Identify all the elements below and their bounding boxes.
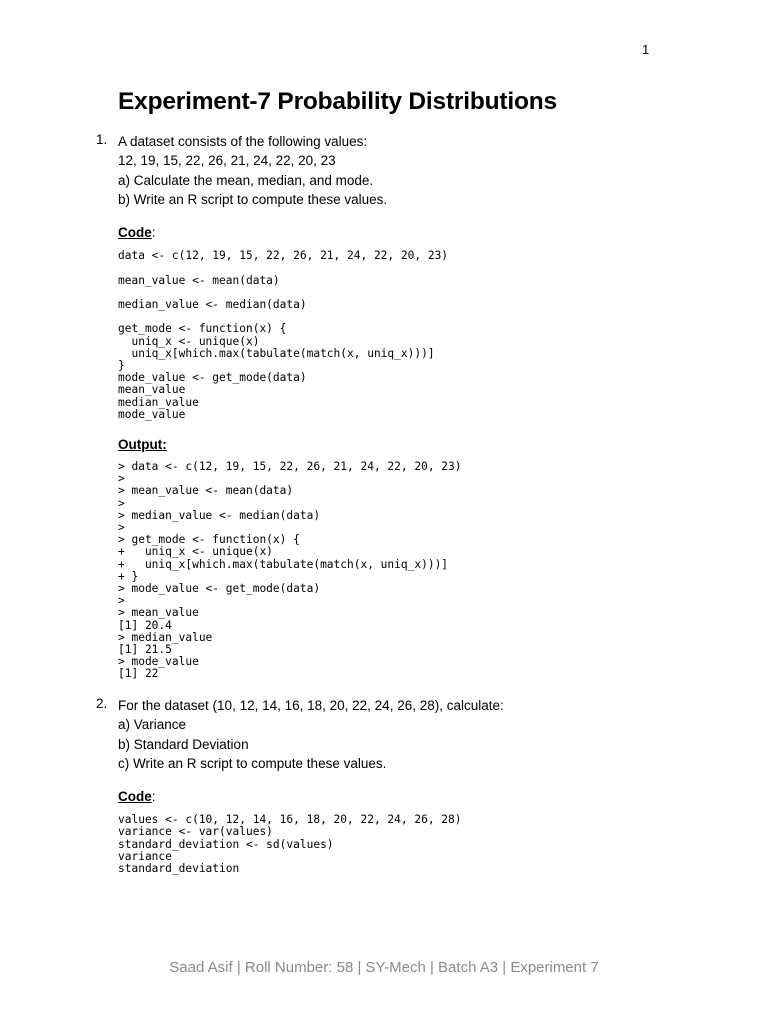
question-text: A dataset consists of the following values: <box>118 134 368 149</box>
output-label: Output: <box>118 437 167 453</box>
code-heading <box>118 788 678 806</box>
code-label: Code <box>118 225 152 241</box>
dataset-values: 12, 19, 15, 22, 26, 21, 24, 22, 20, 23 <box>118 153 336 169</box>
code-block: values <- c(10, 12, 14, 16, 18, 20, 22, 24, 26, 28) variance <- var(values) standard_deviation <- sd(values) variance standard_deviation <box>118 813 462 875</box>
code-label-colon: : <box>151 225 156 241</box>
code-label: Code <box>118 789 152 805</box>
code-block: data <- c(12, 19, 15, 22, 26, 21, 24, 22, 20, 23) mean_value <- mean(data) median_value <- median(data) get_mode <- function(x) { uniq_x <- unique(x) uniq_x[which.max(tabulate(match(x, uniq_x)))] } mode_value <- get_mode(data) mean_value median_value mode_value <box>118 249 449 421</box>
question-part-b: b) Write an R script to compute these values. <box>118 191 388 207</box>
document-title: Experiment-7 Probability Distributions <box>118 88 557 115</box>
code-label-colon: : <box>151 789 156 805</box>
question-part-b: b) Standard Deviation <box>118 736 249 752</box>
question-body <box>118 696 678 875</box>
question-number: 2. <box>96 696 108 711</box>
question-part-c: c) Write an R script to compute these values. <box>118 755 387 771</box>
question-number: 1. <box>96 132 108 147</box>
page-footer: Saad Asif | Roll Number: 58 | SY-Mech | Batch A3 | Experiment 7 <box>169 959 599 976</box>
question-part-a: a) Variance <box>118 717 187 733</box>
question-part-a: a) Calculate the mean, median, and mode. <box>118 172 374 188</box>
question-text: For the dataset (10, 12, 14, 16, 18, 20, 22, 24, 26, 28), calculate: <box>118 698 504 713</box>
output-block: > data <- c(12, 19, 15, 22, 26, 21, 24, 22, 20, 23) > > mean_value <- mean(data) > > median_value <- median(data) > > get_mode <- function(x) { + uniq_x <- unique(x) + uniq_x[which.max(tabulate(match(x, uniq_x)))] + } > mode_value <- get_mode(data) > > mean_value [1] 20.4 > median_value [1] 21.5 > mode_value [1] 22 <box>118 460 462 681</box>
page-number: 1 <box>642 42 650 57</box>
question-body <box>118 132 678 681</box>
output-heading <box>118 436 678 454</box>
code-heading <box>118 224 678 242</box>
